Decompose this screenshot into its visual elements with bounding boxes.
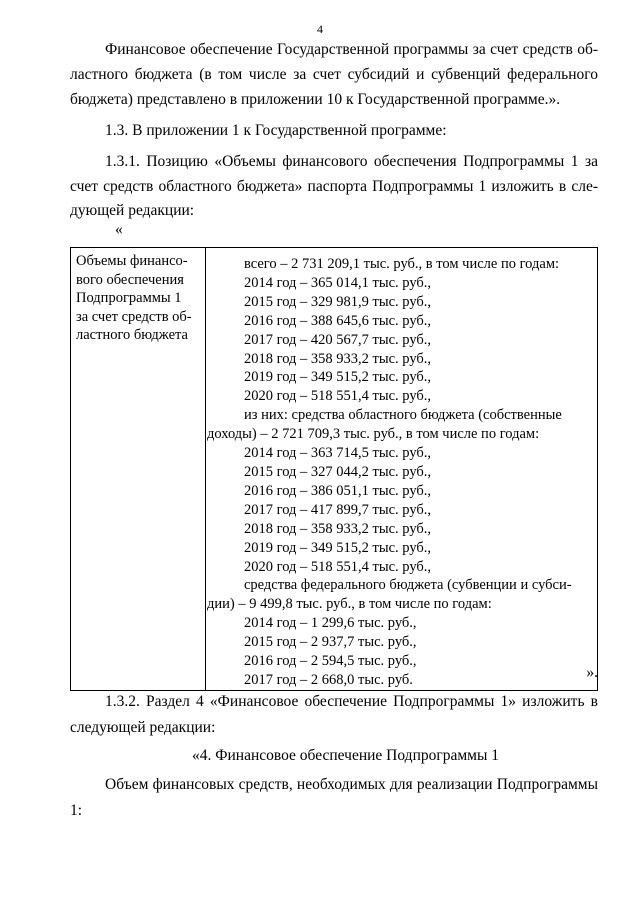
opening-quote: « [115, 221, 123, 238]
value-line: доходы) – 2 721 709,3 тыс. руб., в том числе по годам: [207, 426, 540, 443]
value-line: 2016 год – 388 645,6 тыс. руб., [244, 312, 432, 329]
intro-line-2: ластного бюджета (в том числе за счет субсидий и субвенций федерального [70, 66, 598, 83]
closing-quote: ». [586, 664, 598, 681]
value-line: 2016 год – 386 051,1 тыс. руб., [244, 482, 432, 499]
label-cell [71, 248, 206, 691]
value-line: 2015 год – 329 981,9 тыс. руб., [244, 293, 432, 310]
closing-line-2: 1: [70, 802, 83, 819]
value-line: всего – 2 731 209,1 тыс. руб., в том числе по годам: [244, 256, 560, 272]
item-1-3-2-line-2: следующей редакции: [70, 719, 216, 736]
value-line: 2017 год – 420 567,7 тыс. руб., [244, 331, 432, 348]
item-1-3-1-line-2: счет средств областного бюджета» паспорта Подпрограммы 1 изложить в сле- [70, 178, 598, 195]
value-line: 2015 год – 327 044,2 тыс. руб., [244, 463, 432, 480]
label-line: Подпрограммы 1 [76, 290, 182, 306]
value-line: 2017 год – 2 668,0 тыс. руб. [244, 671, 413, 688]
value-line: 2018 год – 358 933,2 тыс. руб., [244, 520, 432, 537]
value-line: дии) – 9 499,8 тыс. руб., в том числе по годам: [207, 596, 492, 613]
funding-table [70, 247, 598, 691]
item-1-3-2-line-1: 1.3.2. Раздел 4 «Финансовое обеспечение Подпрограммы 1» изложить в [105, 693, 598, 710]
label-line: за счет средств об- [76, 308, 192, 325]
item-1-3-1-line-1: 1.3.1. Позицию «Объемы финансового обеспечения Подпрограммы 1 за [105, 153, 598, 170]
intro-line-3: бюджета) представлено в приложении 10 к Государственной программе.». [70, 91, 561, 108]
item-1-3-1-line-3: дующей редакции: [70, 202, 195, 219]
value-line: 2014 год – 365 014,1 тыс. руб., [244, 274, 432, 291]
value-line: средства федерального бюджета (субвенции и субси- [244, 577, 572, 594]
value-line: 2020 год – 518 551,4 тыс. руб., [244, 388, 432, 405]
item-1-3: 1.3. В приложении 1 к Государственной программе: [105, 122, 447, 139]
value-line: 2015 год – 2 937,7 тыс. руб., [244, 634, 417, 651]
value-line: 2019 год – 349 515,2 тыс. руб., [244, 539, 432, 556]
value-line: 2016 год – 2 594,5 тыс. руб., [244, 653, 417, 670]
intro-line-1: Финансовое обеспечение Государственной программы за счет средств об- [105, 41, 598, 58]
value-line: 2018 год – 358 933,2 тыс. руб., [244, 350, 432, 367]
value-line: из них: средства областного бюджета (собственные [244, 407, 562, 424]
page-number: 4 [317, 22, 323, 36]
label-line: Объемы финансо- [76, 253, 188, 269]
value-line: 2020 год – 518 551,4 тыс. руб., [244, 558, 432, 575]
section-heading: «4. Финансовое обеспечение Подпрограммы 1 [192, 747, 500, 764]
values-cell [206, 248, 598, 691]
value-line: 2017 год – 417 899,7 тыс. руб., [244, 501, 432, 518]
label-line: ластного бюджета [76, 327, 188, 343]
value-line: 2014 год – 1 299,6 тыс. руб., [244, 615, 417, 632]
label-line: вого обеспечения [76, 271, 184, 288]
value-line: 2014 год – 363 714,5 тыс. руб., [244, 445, 432, 462]
value-line: 2019 год – 349 515,2 тыс. руб., [244, 369, 432, 386]
table-row [71, 248, 598, 691]
closing-line-1: Объем финансовых средств, необходимых для реализации Подпрограммы [105, 776, 598, 793]
